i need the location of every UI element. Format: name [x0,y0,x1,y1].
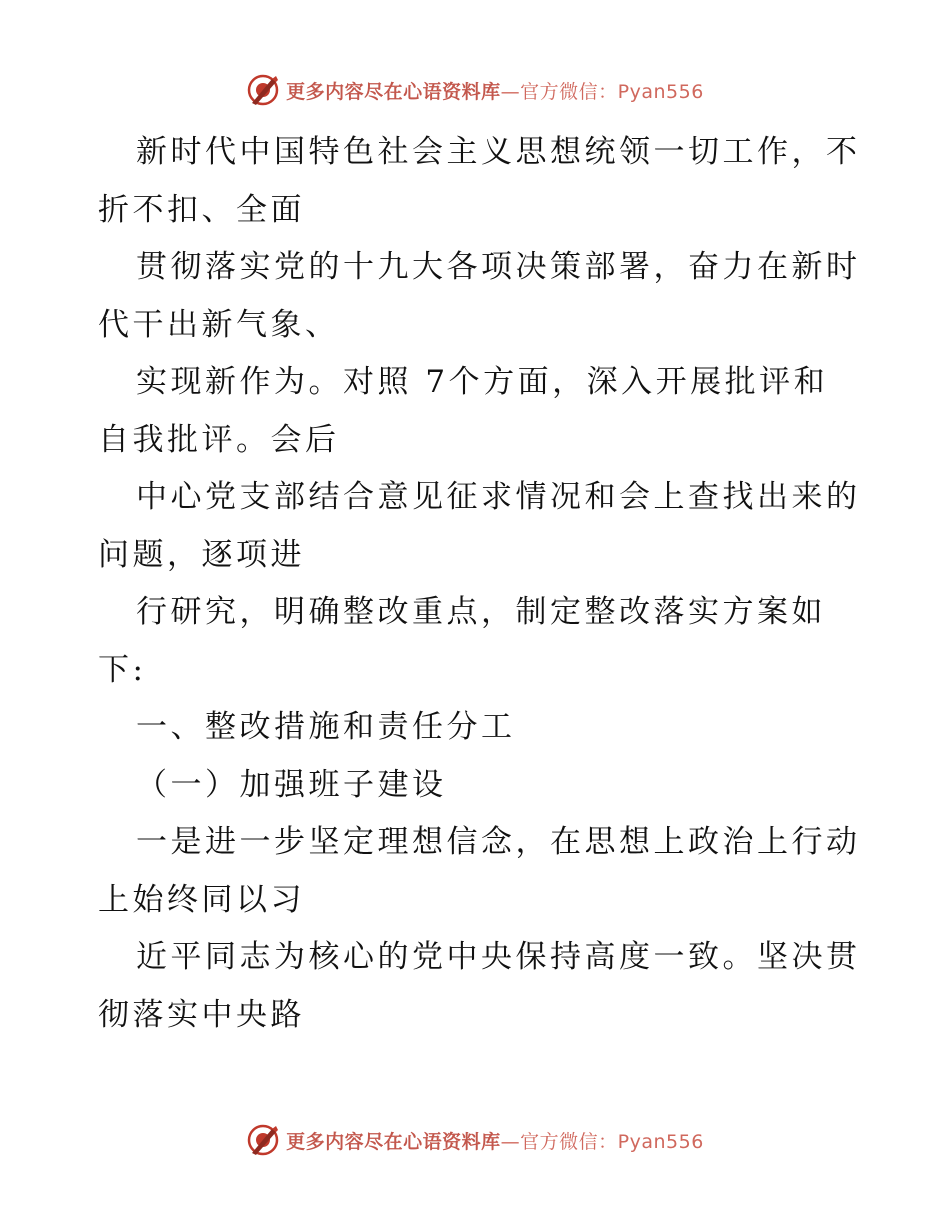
text-line: 上始终同以习 [98,881,305,918]
text-line: 折不扣、全面 [98,191,305,228]
watermark-suffix: —官方微信：Pyan556 [500,80,704,103]
text-line: 彻落实中央路 [98,996,305,1033]
text-line: 问题，逐项进 [98,536,305,573]
text-line: 一是进一步坚定理想信念，在思想上政治上行动 [136,824,861,860]
header-watermark [0,70,950,110]
footer-watermark [0,1120,950,1160]
watermark-main: 更多内容尽在心语资料库 [286,1130,501,1153]
text-line: 自我批评。会后 [98,421,340,458]
text-line: 近平同志为核心的党中央保持高度一致。坚决贯 [136,939,861,975]
watermark-suffix: —官方微信：Pyan556 [500,1130,704,1153]
text-line: 行研究，明确整改重点，制定整改落实方案如 [136,594,826,630]
text-line: 贯彻落实党的十九大各项决策部署，奋力在新时 [136,249,861,285]
pen-logo-icon [246,1123,280,1157]
watermark-text [286,1127,704,1154]
document-body [98,124,861,1044]
subsection-heading: （一）加强班子建设 [136,766,447,803]
text-line: 代干出新气象、 [98,306,340,343]
watermark-text [286,77,704,104]
text-line: 实现新作为。对照 7个方面，深入开展批评和 [136,364,829,400]
pen-logo-icon [246,73,280,107]
watermark-main: 更多内容尽在心语资料库 [286,80,501,103]
section-heading: 一、整改措施和责任分工 [136,709,516,745]
text-line: 下: [98,651,147,688]
text-line: 新时代中国特色社会主义思想统领一切工作，不 [136,134,861,170]
text-line: 中心党支部结合意见征求情况和会上查找出来的 [136,479,861,515]
